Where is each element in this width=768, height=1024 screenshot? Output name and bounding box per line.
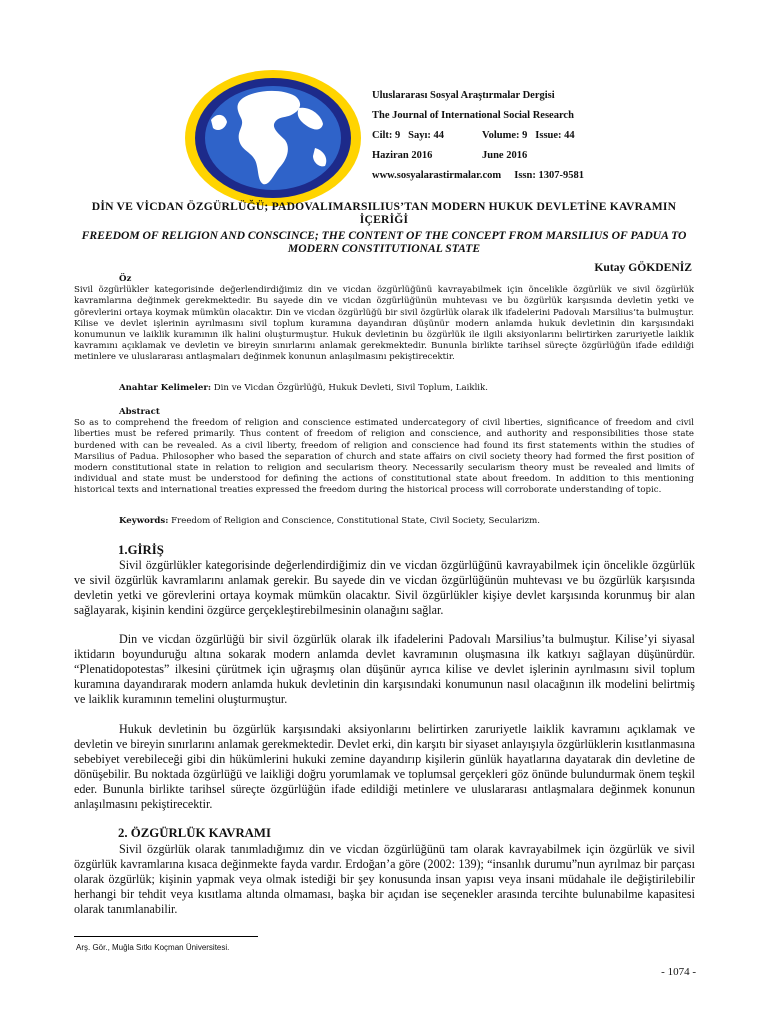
paragraph-4: Sivil özgürlük olarak tanımladığımız din ve vicdan özgürlüğünü tam olarak kavrayabilmek için özgürlük ve sivil özgürlük kavramlarına kısaca değinmekte fayda vardır. Erdoğan’a göre (2002: 139); “insanlık durumu”nun ayrılmaz bir parçası olarak özgürlük; kişinin yapmak veya olmak istediği bir şey konusunda insan yapısı veya insani müdahale ile değiştirilebilir herhangi bir tehdit veya kısıtlama altında olmaması, başka bir açıdan ise seçenekler arasında tercihte bulunabilme kapasitesi olarak tanımlanabilir. [74,842,695,917]
author-name: Kutay GÖKDENİZ [594,261,692,274]
journal-name-en: The Journal of International Social Research [372,110,574,121]
date-en: June 2016 [482,150,528,161]
section-2-heading: 2. ÖZGÜRLÜK KAVRAMI [118,826,271,840]
journal-name-tr: Uluslararası Sosyal Araştırmalar Dergisi [372,90,555,101]
issn: Issn: 1307-9581 [514,170,584,181]
paragraph-1: Sivil özgürlükler kategorisinde değerlendirdiğimiz din ve vicdan özgürlüğünü kavrayabilmek için öncelikle özgürlük ve sivil özgürlük kavramlarını anlamak gerekir. Bu sayede din ve vicdan özgürlüğünün muhtevası ve bu özgürlük karşısında devletin yetki ve görevlerini ortaya koymak mümkün olacaktır. Sivil özgürlükler kişiye devlet karşısında korunmuş bir alan sağlayarak, kişinin kendini özgürce gerçekleştirebilmesinin olanağını sağlar. [74,558,695,618]
paragraph-3: Hukuk devletinin bu özgürlük karşısındaki aksiyonlarını belirtirken zaruriyetle laiklik kavramını açıklamak ve devletin ve bireyin sınırlarını anlamak gerekmektedir. Devlet erki, din karşıtı bir siyaset anlayışıyla özgürlüklerin kısıtlanmasına sebebiyet verebileceği gibi din hükümlerini hukuki zemine dayandırıp kişilerin günlük hayatlarına dayatarak din devletine de dönüşebilir. Bu noktada özgürlüğü ve laikliği doğru yorumlamak ve toplumsal gerçekleri göz önünde bulundurmak önem teşkil eder. Bununla birlikte tarihsel süreçte özgürlüğün ifade edildiği metinlere ve uluslararası antlaşmalara değinmek konunun anlaşılmasını pekiştirecektir. [74,722,695,812]
section-1-heading: 1.GİRİŞ [118,543,164,557]
abstract-keywords [119,516,540,527]
cilt-sayi [372,126,482,146]
abstract-heading: Abstract [119,407,160,417]
article-title-en: FREEDOM OF RELIGION AND CONSCINCE; THE CONTENT OF THE CONCEPT FROM MARSILIUS OF PADUA TO MODERN CONSTITUTIONAL STATE [81,229,687,255]
article-title-tr: DİN VE VİCDAN ÖZGÜRLÜĞÜ; PADOVALIMARSILIUS’TAN MODERN HUKUK DEVLETİNE KAVRAMIN İÇERİĞİ [91,200,677,226]
oz-text: Sivil özgürlükler kategorisinde değerlendirdiğimiz din ve vicdan özgürlüğünü kavrayabilmek için öncelikle özgürlük ve sivil özgürlük kavramlarına değinmek gerekmektedir. Bu sayede din ve vicdan özgürlüğünün muhtevası ve bu özgürlük karşısında devletin yetki ve görevlerini ortaya koymak mümkün olacaktır. Din ve vicdan özgürlüğü bir sivil özgürlük olarak ilk ifadelerini Padovalı Marsilius’ta bulmuştur. Kilise ve devlet işlerinin ayrılmasını sivil toplum kuramına dayandıran düşünür modern anlamda hukuk devletinin din karşısındaki konumunun ve laiklik kuramının ilk halini oluşturmuştur. Hukuk devletinin bu özgürlük ile ilgili aksiyonlarını belirtirken zaruriyetle laiklik kavramını açıklamak ve devletin ve bireyin sınırlarını anlamak gerekmektedir. Bununla birlikte tarihsel süreçte özgürlüğün ifade edildiği metinlere ve uluslararası antlaşmaları değinmek konunun anlaşılmasını pekiştirecektir. [74,285,694,363]
website-link[interactable]: www.sosyalarastirmalar.com [372,170,502,181]
journal-globe-logo [183,68,363,208]
abstract-text: So as to comprehend the freedom of religion and conscience estimated undercategory of civil liberties, significance of freedom and civil liberties must be refered primarily. Thus content of freedom of religion and conscience, and authority and responsibilities those state burdened with can be revealed. As a civil liberty, freedom of religion and conscience had found its first statements within the studies of Marsilius of Padua. Philosopher who based the separation of church and state affairs on civil society theory had formed the first position of modern constitutional state in relation to religion and secularism theory. Necessarily secularism theory must be revealed and limits of individual and state must be understood for defining the actions of constitutional state about freedom. In addition to this mentioning historical texts and international treaties expressed the freedom during the historical process will corroborate understanding of topic. [74,418,694,496]
oz-section [74,274,694,364]
oz-keywords [119,383,488,394]
volume: Volume: 9 [482,130,528,141]
sayi: Sayı: 44 [408,130,445,141]
oz-keywords-text: Din ve Vicdan Özgürlüğü, Hukuk Devleti, Sivil Toplum, Laiklik. [213,383,488,393]
oz-heading: Öz [119,274,132,284]
journal-info [372,86,752,186]
paragraph-2: Din ve vicdan özgürlüğü bir sivil özgürlük olarak ilk ifadelerini Padovalı Marsilius’ta bulmuştur. Kilise’yi siyasal iktidarın boyunduruğu altına sokarak modern anlamda devlet kavramının oluşmasına ilk katkıyı sağlayan düşünürdür. “Plenatidopotestas” ilkesini çürütmek için uğraşmış olan düşünür ayrıca kilise ve devlet işlerinin ayrılmasını sivil toplum kuramına dayandırarak modern anlamda hukuk devletinin din karşısındaki konumunun nasıl olacağının ilk modelini belirtmiş ve laiklik kuramının temelini oluşturmuştur. [74,632,695,707]
oz-keywords-label: Anahtar Kelimeler: [119,383,212,393]
footnote: Arş. Gör., Muğla Sıtkı Koçman Üniversitesi. [76,943,230,952]
abstract-section [74,407,694,497]
footnote-divider [74,936,258,937]
abstract-keywords-text: Freedom of Religion and Conscience, Constitutional State, Civil Society, Secularizm. [171,516,540,526]
date-tr: Haziran 2016 [372,150,433,161]
abstract-keywords-label: Keywords: [119,516,169,526]
cilt: Cilt: 9 [372,130,401,141]
issue: Issue: 44 [535,130,575,141]
page-number: - 1074 - [661,966,696,978]
